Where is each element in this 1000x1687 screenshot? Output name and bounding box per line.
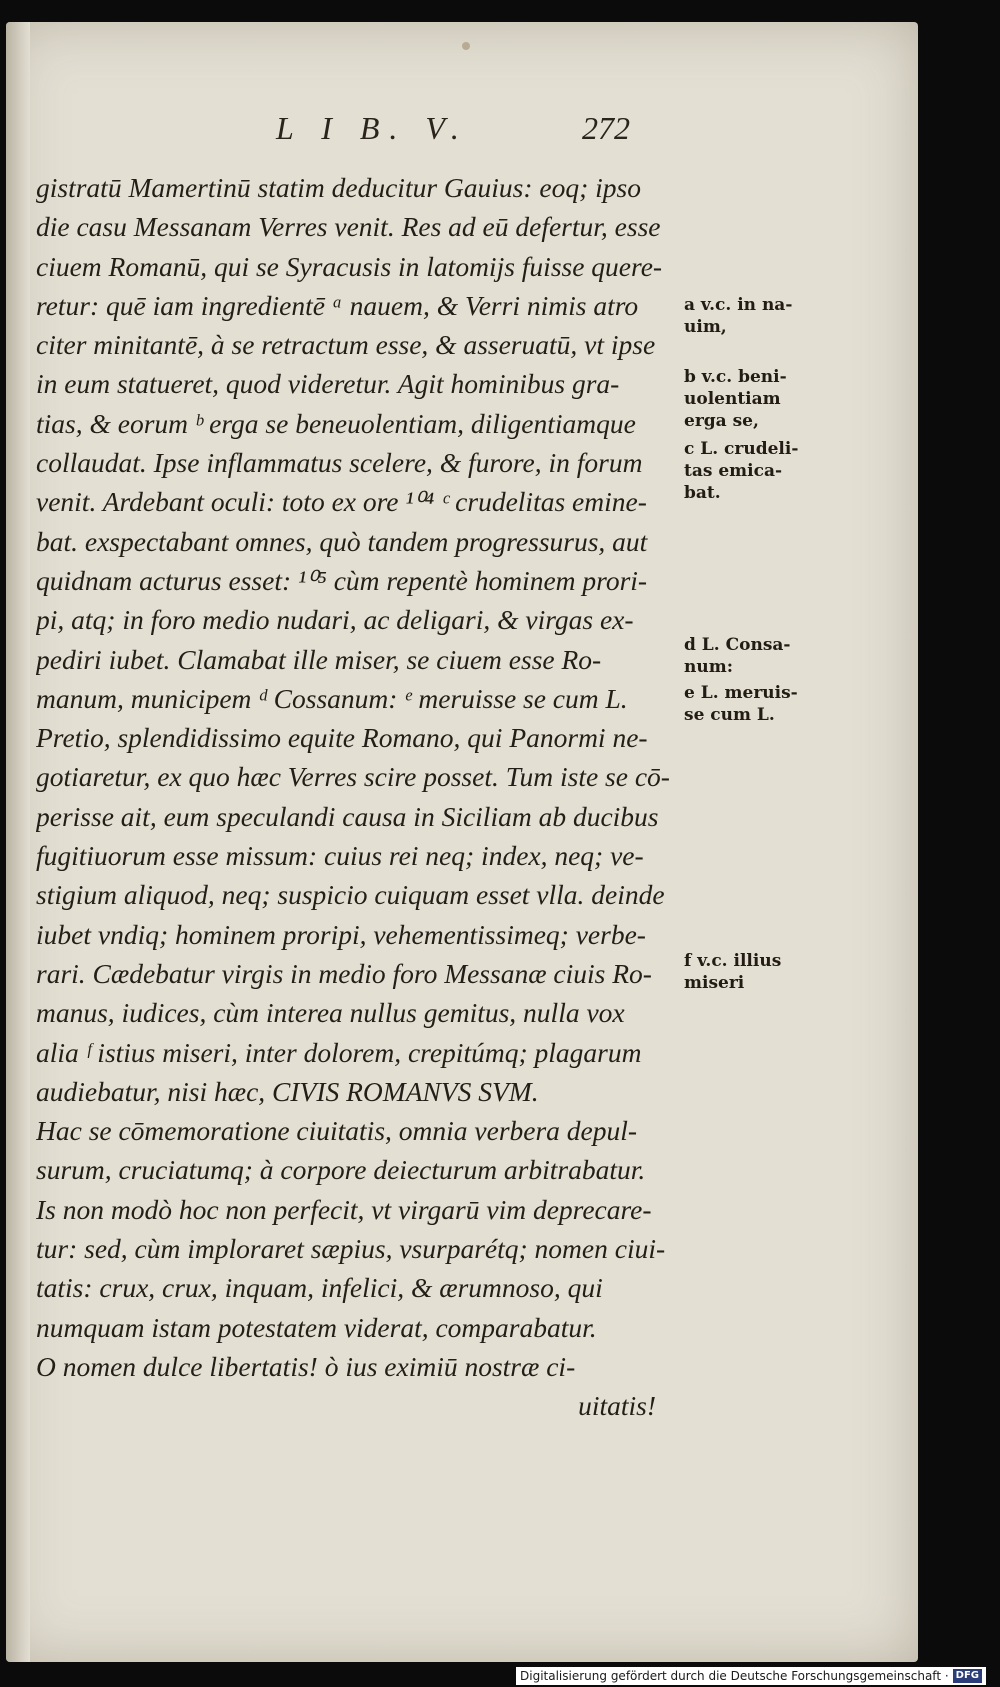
margin-note-f: f v.c. illius miseri: [684, 951, 782, 993]
text-line: audiebatur, nisi hæc, CIVIS ROMANVS SVM.: [36, 1075, 539, 1107]
main-text-block: [36, 168, 686, 1426]
text-line: bat. exspectabant omnes, quò tandem progressurus, aut: [36, 525, 648, 557]
text-line: collaudat. Ipse inflammatus scelere, & furore, in forum: [36, 447, 643, 479]
dfg-logo-icon: DFG: [953, 1669, 982, 1683]
digitization-credit: [516, 1667, 986, 1685]
text-line: gotiaretur, ex quo hæc Verres scire posset. Tum iste se cō-: [36, 761, 670, 793]
book-label: L I B. V.: [276, 110, 469, 146]
text-line: iubet vndiq; hominem proripi, vehementissimeq; verbe-: [36, 918, 646, 950]
text-line: alia ᶠ istius miseri, inter dolorem, crepitúmq; plagarum: [36, 1036, 642, 1068]
text-line: citer minitantē, à se retractum esse, & asseruatū, vt ipse: [36, 329, 656, 361]
text-line: tatis: crux, crux, inquam, infelici, & ærumnoso, qui: [36, 1272, 603, 1304]
text-line: Hac se cōmemoratione ciuitatis, omnia verbera depul-: [36, 1115, 638, 1147]
text-line: quidnam acturus esset: ¹⁰⁵ cùm repentè hominem prori-: [36, 564, 648, 596]
text-line: rari. Cædebatur virgis in medio foro Messanæ ciuis Ro-: [36, 957, 652, 989]
text-line: manum, municipem ᵈ Cossanum: ᵉ meruisse se cum L.: [36, 682, 628, 714]
margin-note-c: c L. crudeli- tas emica- bat.: [684, 439, 799, 503]
text-line: pediri iubet. Clamabat ille miser, se ciuem esse Ro-: [36, 643, 602, 675]
text-line: O nomen dulce libertatis! ò ius eximiū nostræ ci-: [36, 1350, 576, 1382]
credit-text: Digitalisierung gefördert durch die Deutsche Forschungsgemeinschaft ·: [520, 1669, 949, 1683]
text-line: Pretio, splendidissimo equite Romano, qui Panormi ne-: [36, 722, 648, 754]
text-line: numquam istam potestatem viderat, comparabatur.: [36, 1311, 597, 1343]
margin-note-a: a v.c. in na- uim,: [684, 295, 793, 337]
text-line: uitatis!: [578, 1390, 656, 1422]
text-line: perisse ait, eum speculandi causa in Siciliam ab ducibus: [36, 800, 659, 832]
text-line: ciuem Romanū, qui se Syracusis in latomijs fuisse quere-: [36, 250, 663, 282]
text-line: tur: sed, cùm imploraret sæpius, vsurparétq; nomen ciui-: [36, 1233, 666, 1265]
text-line: gistratū Mamertinū statim deducitur Gauius: eoq; ipso: [36, 172, 641, 203]
text-line: die casu Messanam Verres venit. Res ad eū defertur, esse: [36, 211, 661, 243]
text-line: Is non modò hoc non perfecit, vt virgarū vim deprecare-: [36, 1193, 652, 1225]
margin-note-b: b v.c. beni- uolentiam erga se,: [684, 367, 787, 431]
text-line: retur: quē iam ingredientē ᵃ nauem, & Verri nimis atro: [36, 289, 639, 321]
text-line: venit. Ardebant oculi: toto ex ore ¹⁰⁴ ᶜ crudelitas emine-: [36, 486, 647, 518]
scanned-page: [6, 22, 918, 1662]
margin-note-d: d L. Consa- num:: [684, 635, 791, 677]
page-gutter-shadow: [6, 22, 30, 1662]
text-line: manus, iudices, cùm interea nullus gemitus, nulla vox: [36, 997, 625, 1029]
text-line: pi, atq; in foro medio nudari, ac deligari, & virgas ex-: [36, 604, 634, 636]
margin-note-e: e L. meruis- se cum L.: [684, 683, 798, 725]
text-line: surum, cruciatumq; à corpore deiecturum arbitrabatur.: [36, 1154, 646, 1186]
paper-stain: [462, 42, 470, 50]
running-header: [276, 110, 676, 160]
text-line: in eum statueret, quod videretur. Agit hominibus gra-: [36, 368, 620, 400]
page-number: 272: [582, 110, 630, 146]
text-line: tias, & eorum ᵇ erga se beneuolentiam, diligentiamque: [36, 407, 636, 439]
text-line: fugitiuorum esse missum: cuius rei neq; index, neq; ve-: [36, 840, 644, 872]
text-line: stigium aliquod, neq; suspicio cuiquam esset vlla. deinde: [36, 879, 665, 911]
